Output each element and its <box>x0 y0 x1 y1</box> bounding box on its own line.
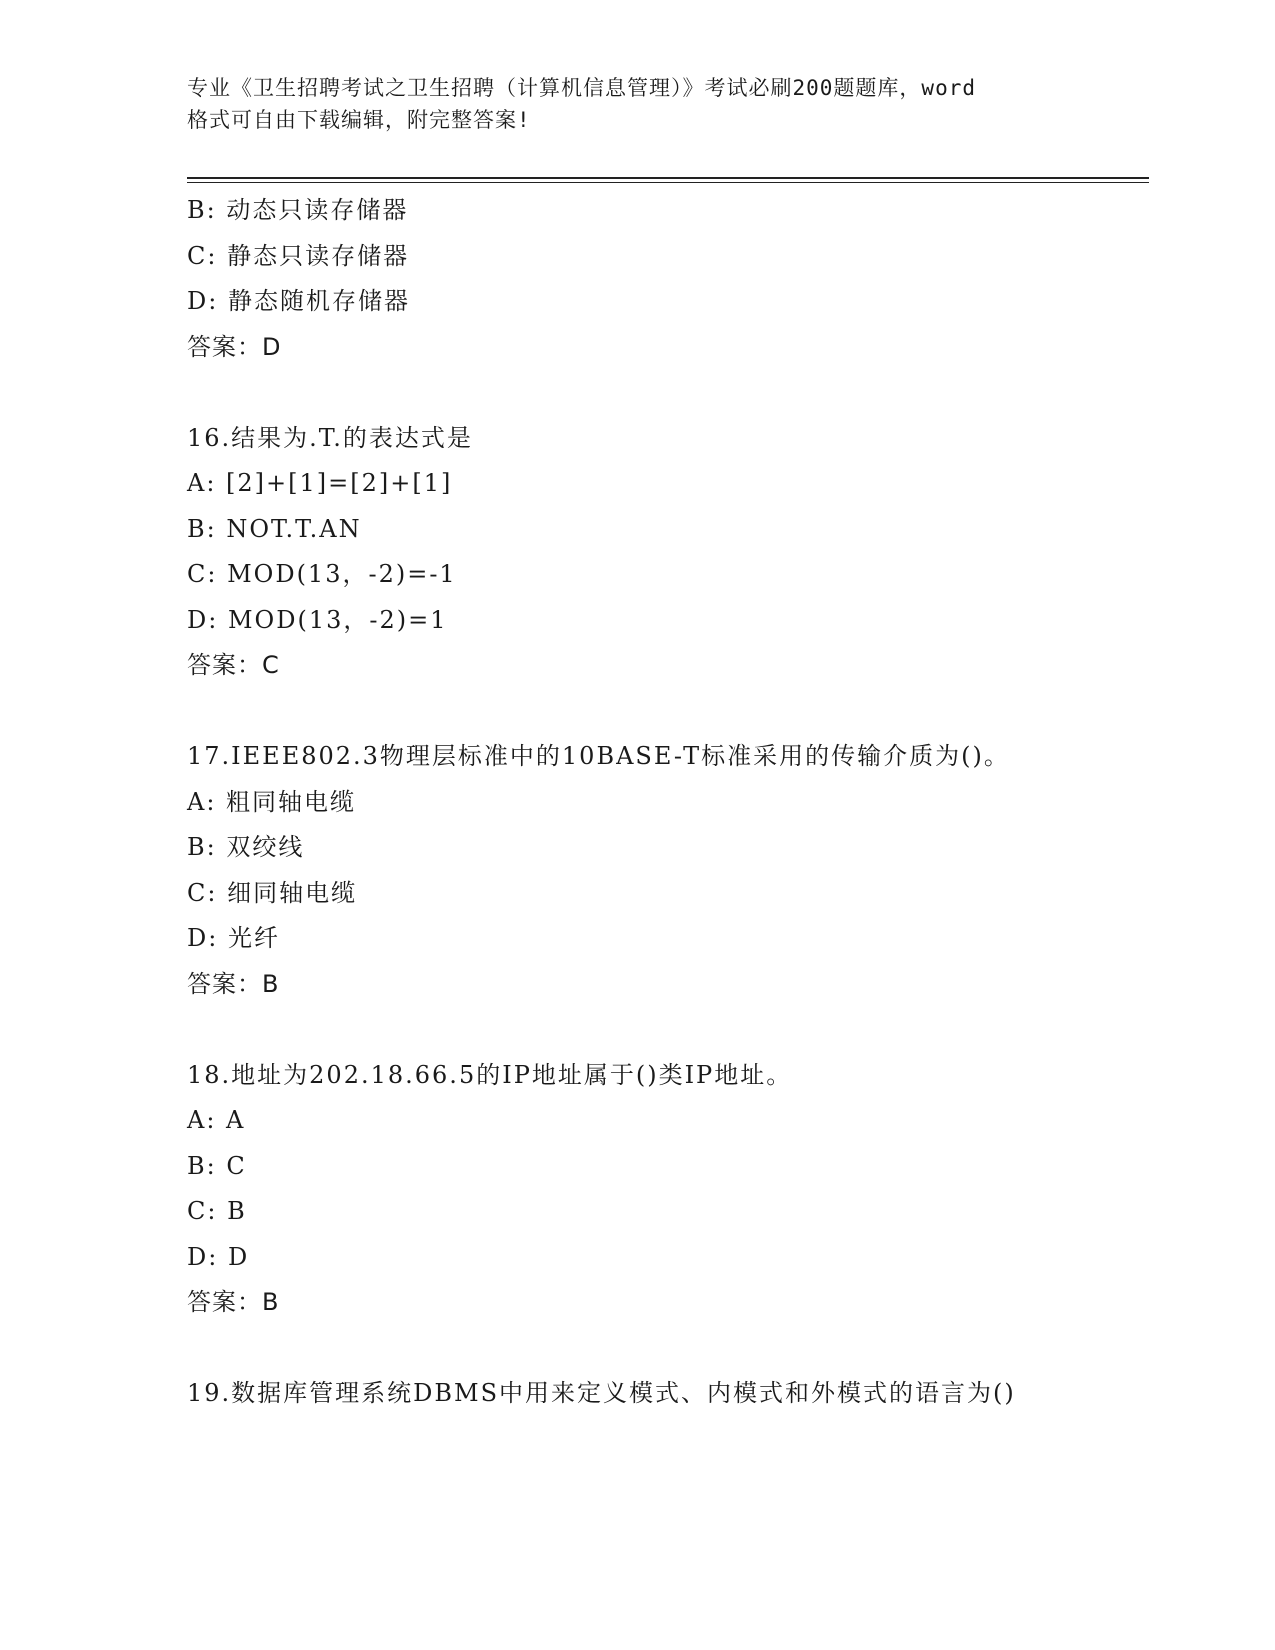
prev-question-block <box>187 188 1127 370</box>
header-line-1: 专业《卫生招聘考试之卫生招聘（计算机信息管理）》考试必刷200题题库，word <box>187 76 976 100</box>
question-stem: 16.结果为.T.的表达式是 <box>187 423 473 452</box>
option-d: D: 静态随机存储器 <box>187 287 410 315</box>
option-a: A: [2]+[1]=[2]+[1] <box>187 469 453 497</box>
question-stem: 19.数据库管理系统DBMS中用来定义模式、内模式和外模式的语言为() <box>187 1379 1016 1407</box>
question-16 <box>187 416 1127 689</box>
header-line-2: 格式可自由下载编辑，附完整答案! <box>187 108 531 132</box>
option-b: B: 动态只读存储器 <box>187 196 409 224</box>
question-stem: 18.地址为202.18.66.5的IP地址属于()类IP地址。 <box>187 1060 793 1089</box>
option-b: B: C <box>187 1151 247 1180</box>
option-a: A: A <box>187 1106 246 1134</box>
option-d: D: MOD(13，-2)=1 <box>187 605 448 634</box>
answer-line: 答案：C <box>187 651 280 679</box>
spacer <box>187 1007 1127 1053</box>
answer-line: 答案：B <box>187 1288 280 1316</box>
option-c: C: B <box>187 1197 247 1225</box>
option-d: D: 光纤 <box>187 924 280 952</box>
answer-line: 答案：D <box>187 332 282 361</box>
option-d: D: D <box>187 1242 250 1271</box>
option-c: C: 静态只读存储器 <box>187 241 410 270</box>
question-19 <box>187 1371 1127 1417</box>
option-b: B: 双绞线 <box>187 833 305 861</box>
option-c: C: MOD(13，-2)=-1 <box>187 560 457 588</box>
spacer <box>187 370 1127 416</box>
option-c: C: 细同轴电缆 <box>187 878 358 907</box>
spacer <box>187 689 1127 735</box>
option-b: B: NOT.T.AN <box>187 514 362 543</box>
header-rule-thin <box>187 182 1149 183</box>
option-a: A: 粗同轴电缆 <box>187 787 357 816</box>
document-body <box>187 188 1127 1417</box>
spacer <box>187 1326 1127 1372</box>
header-rule-thick <box>187 177 1149 179</box>
answer-line: 答案：B <box>187 969 280 998</box>
question-stem: 17.IEEE802.3物理层标准中的10BASE-T标准采用的传输介质为()。 <box>187 742 1010 770</box>
question-18 <box>187 1053 1127 1326</box>
document-header <box>187 72 1107 136</box>
question-17 <box>187 734 1127 1007</box>
